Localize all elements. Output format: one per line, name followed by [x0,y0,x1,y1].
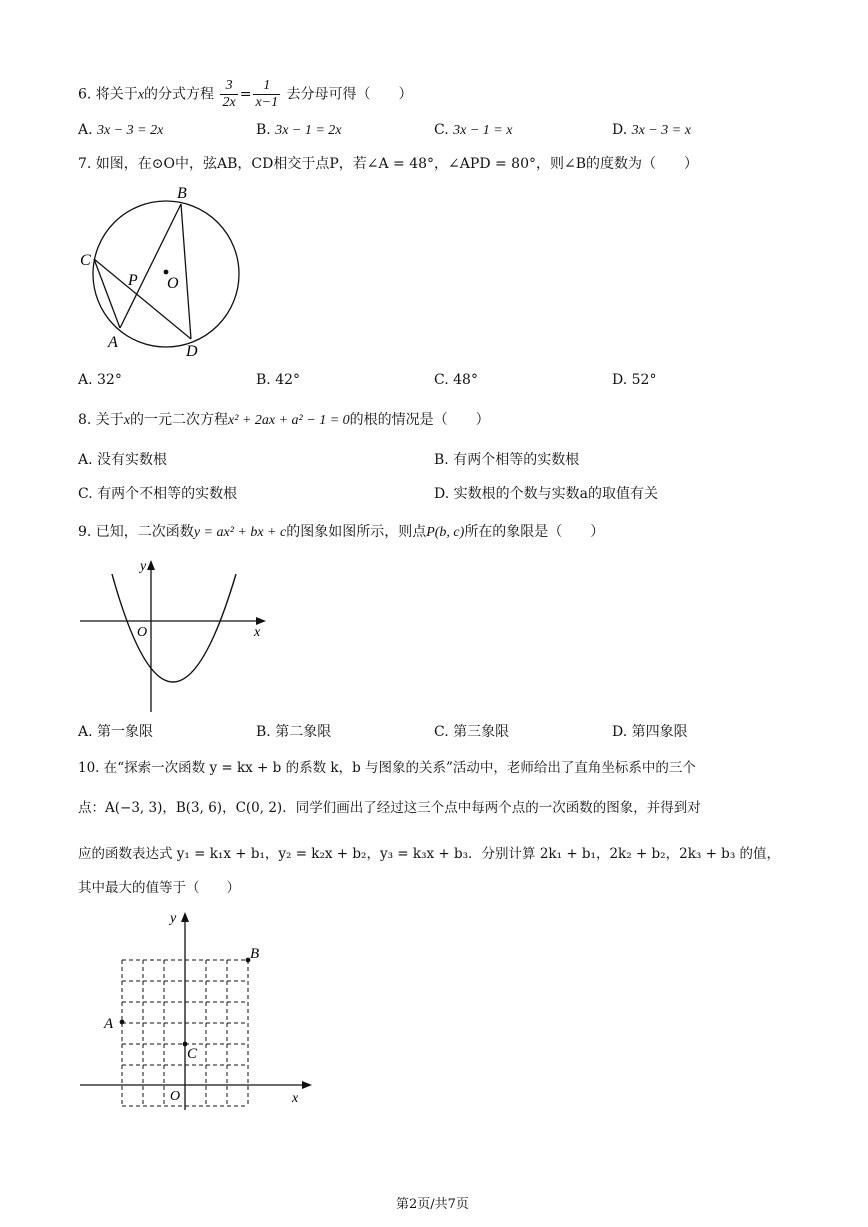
q6-var-x: x [137,87,145,103]
q6-stem-post: 去分母可得（ ） [286,86,413,103]
q8-option-a[interactable]: A. 没有实数根 [78,452,168,468]
q10-label-x: x [292,1091,299,1106]
q7-label-d: D [186,343,198,360]
q7-option-a[interactable]: A. 32° [78,372,122,388]
q8-option-c[interactable]: C. 有两个不相等的实数根 [78,486,238,502]
q6-option-a[interactable]: A. 3x − 3 = 2x [78,122,164,138]
q7-label-c: C [80,252,91,269]
q6-stem [78,78,413,111]
q6-equals: = [239,86,252,103]
q9-point: P(b, c) [426,525,465,540]
q9-option-a[interactable]: A. 第一象限 [78,724,154,740]
q6-option-d[interactable]: D. 3x − 3 = x [612,122,691,138]
q8-stem: 8. 关于x的一元二次方程x² + 2ax + a² − 1 = 0的根的情况是（ ） [78,412,490,428]
q9-stem: 9. 已知，二次函数y = ax² + bx + c的图象如图所示，则点P(b, c)所在的象限是（ ） [78,524,605,540]
q8-option-b[interactable]: B. 有两个相等的实数根 [434,452,580,468]
q10-line-1: 10. 在“探索一次函数 y = kx + b 的系数 k，b 与图象的关系”活动中，老师给出了直角坐标系中的三个 [78,760,696,776]
q10-point-a [120,1020,125,1025]
q10-label-b: B [250,946,260,962]
q7-label-o: O [167,275,179,292]
q10-label-y: y [170,911,177,926]
q10-line-2: 点：A(−3, 3)，B(3, 6)，C(0, 2)．同学们画出了经过这三个点中每两个点的一次函数的图象，并得到对 [78,800,701,816]
q10-label-o: O [170,1089,181,1104]
q7-center-dot [164,270,169,275]
q10-y-arrow [181,912,189,922]
q9-equation: y = ax² + bx + c [193,525,287,540]
q7-option-c[interactable]: C. 48° [434,372,478,388]
q7-option-d[interactable]: D. 52° [612,372,657,388]
q10-label-a: A [104,1016,114,1032]
q6-stem-pre: 6. 将关于 [78,86,138,103]
q6-fraction-2: $\frac{1}{x-1}$ [255,78,279,110]
q8-equation: x² + 2ax + a² − 1 = 0 [228,413,350,428]
q9-x-arrow [256,617,266,625]
page-number: 第2页/共7页 [396,1197,469,1212]
q7-label-b: B [177,185,187,202]
q6-stem-mid: 的分式方程 [144,86,215,103]
q6-fraction-1: $\frac{3}{2x}$ [222,78,236,110]
q7-circle-figure [76,182,256,362]
q7-label-p: P [128,272,138,289]
q10-grid-figure [76,906,316,1112]
q9-parabola-figure [76,552,276,717]
q9-label-x: x [254,625,261,640]
q7-label-a: A [108,334,118,351]
q9-option-c[interactable]: C. 第三象限 [434,724,510,740]
q9-y-arrow [147,560,155,570]
q9-parabola [112,574,236,682]
q10-x-arrow [302,1081,312,1089]
q10-label-c: C [187,1046,198,1062]
q7-chord-ab [120,204,181,328]
q10-line-4: 其中最大的值等于（ ） [78,880,240,896]
q9-option-d[interactable]: D. 第四象限 [612,724,688,740]
q6-option-c[interactable]: C. 3x − 1 = x [434,122,513,138]
q9-option-b[interactable]: B. 第二象限 [256,724,332,740]
q7-stem: 7. 如图，在⊙O中，弦AB，CD相交于点P，若∠A = 48°，∠APD = 80°，则∠B的度数为（ ） [78,156,699,172]
q6-option-b[interactable]: B. 3x − 1 = 2x [256,122,342,138]
q9-label-y: y [140,559,147,574]
q9-label-o: O [137,625,148,640]
q8-option-d[interactable]: D. 实数根的个数与实数a的取值有关 [434,486,658,502]
q7-option-b[interactable]: B. 42° [256,372,301,388]
q10-line-3: 应的函数表达式 y₁ = k₁x + b₁，y₂ = k₂x + b₂，y₃ = k₃x + b₃．分别计算 2k₁ + b₁，2k₂ + b₂，2k₃ + b₃ 的值， [78,846,781,862]
q7-segment-bd [181,204,191,339]
